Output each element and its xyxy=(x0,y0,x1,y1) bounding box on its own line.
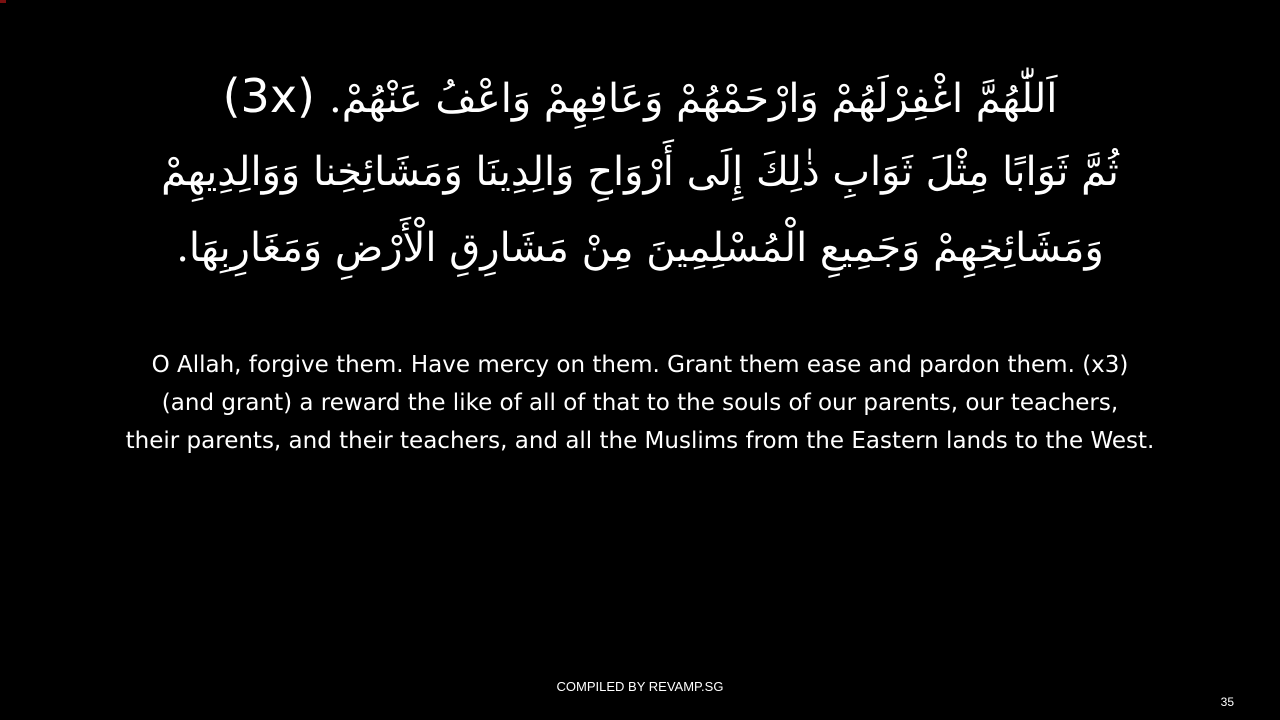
english-line-3: their parents, and their teachers, and all the Muslims from the Eastern lands to the West. xyxy=(125,428,1155,454)
english-translation-block xyxy=(40,346,1240,460)
english-line-1: O Allah, forgive them. Have mercy on them. Grant them ease and pardon them. (x3) xyxy=(151,352,1129,378)
arabic-line-3-text: وَمَشَائِخِهِمْ وَجَمِيعِ الْمُسْلِمِينَ مِنْ مَشَارِقِ الْأَرْضِ وَمَغَارِبِهَا. xyxy=(176,225,1104,271)
corner-mark xyxy=(0,0,6,3)
footer-credit: COMPILED BY REVAMP.SG xyxy=(556,679,724,694)
english-line-2: (and grant) a reward the like of all of that to the souls of our parents, our teachers, xyxy=(161,390,1119,416)
arabic-line-2-text: ثُمَّ ثَوَابًا مِثْلَ ثَوَابِ ذٰلِكَ إِلَى أَرْوَاحِ وَالِدِينَا وَمَشَائِخِنا وَوَالِدِيهِمْ xyxy=(161,149,1119,195)
page-number: 35 xyxy=(1220,695,1234,709)
arabic-text-block xyxy=(60,58,1220,286)
arabic-line-1-text: اَللّٰهُمَّ اغْفِرْلَهُمْ وَارْحَمْهُمْ وَعَافِهِمْ وَاعْفُ عَنْهُمْ. xyxy=(329,76,1058,122)
repeat-marker: (3x) xyxy=(222,69,315,123)
arabic-line-3 xyxy=(60,210,1220,286)
arabic-line-2 xyxy=(60,134,1220,210)
arabic-line-1 xyxy=(60,58,1220,134)
